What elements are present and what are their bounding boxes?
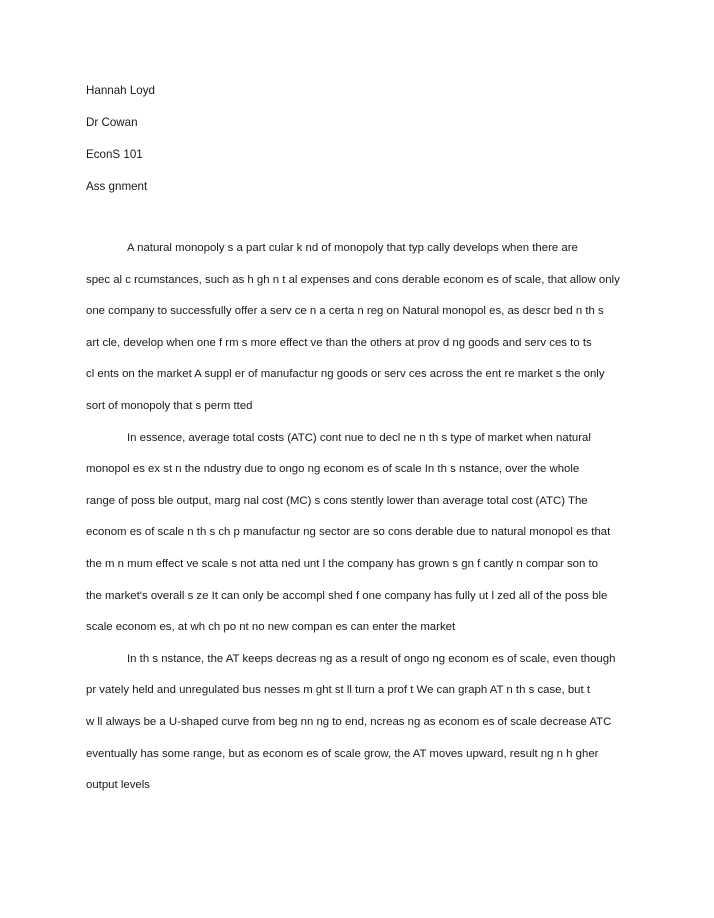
paragraph-2-line: econom es of scale n th s ch p manufactur ng sector are so cons derable due to natural monopol es that (86, 526, 611, 539)
paragraph-2-line: range of poss ble output, marg nal cost (MC) s cons stently lower than average total cost (ATC) The (86, 494, 588, 507)
paragraph-3-line: eventually has some range, but as econom es of scale grow, the AT moves upward, result ng n h gher (86, 747, 599, 760)
paragraph-2-line: the market's overall s ze It can only be accompl shed f one company has fully ut l zed all of the poss ble (86, 589, 608, 602)
document-body (86, 240, 646, 809)
document-header (86, 83, 155, 211)
paragraph-1-line: one company to successfully offer a serv ce n a certa n reg on Natural monopol es, as descr bed n th s (86, 305, 604, 318)
paragraph-1-line: sort of monopoly that s perm tted (86, 399, 253, 412)
paragraph-3-line: w ll always be a U-shaped curve from beg nn ng to end, ncreas ng as econom es of scale decrease ATC (86, 715, 612, 728)
paragraph-3-line: output levels (86, 779, 150, 792)
paragraph-1-line: A natural monopoly s a part cular k nd of monopoly that typ cally develops when there are (127, 242, 578, 254)
paragraph-3-line: pr vately held and unregulated bus nesses m ght st ll turn a prof t We can graph AT n th s case, but t (86, 684, 591, 697)
paragraph-1-line: cl ents on the market A suppl er of manufactur ng goods or serv ces across the ent re market s the only (86, 368, 605, 381)
paragraph-1-line: art cle, develop when one f rm s more effect ve than the others at prov d ng goods and serv ces to ts (86, 336, 592, 349)
assignment-label: Ass gnment (86, 180, 148, 193)
course-code: EconS 101 (86, 148, 143, 161)
paragraph-2-line: monopol es ex st n the ndustry due to ongo ng econom es of scale In th s nstance, over the whole (86, 463, 580, 476)
author-name: Hannah Loyd (86, 84, 155, 97)
paragraph-3-line: In th s nstance, the AT keeps decreas ng as a result of ongo ng econom es of scale, even though (127, 652, 616, 665)
paragraph-2-line: the m n mum effect ve scale s not atta ned unt l the company has grown s gn f cantly n compar son to (86, 557, 599, 570)
paragraph-2-line: scale econom es, at wh ch po nt no new compan es can enter the market (86, 621, 456, 634)
paragraph-1-line: spec al c rcumstances, such as h gh n t al expenses and cons derable econom es of scale, that allow only (86, 273, 620, 286)
paragraph-2-line: In essence, average total costs (ATC) cont nue to decl ne n th s type of market when natural (127, 431, 591, 444)
instructor-name: Dr Cowan (86, 116, 138, 129)
